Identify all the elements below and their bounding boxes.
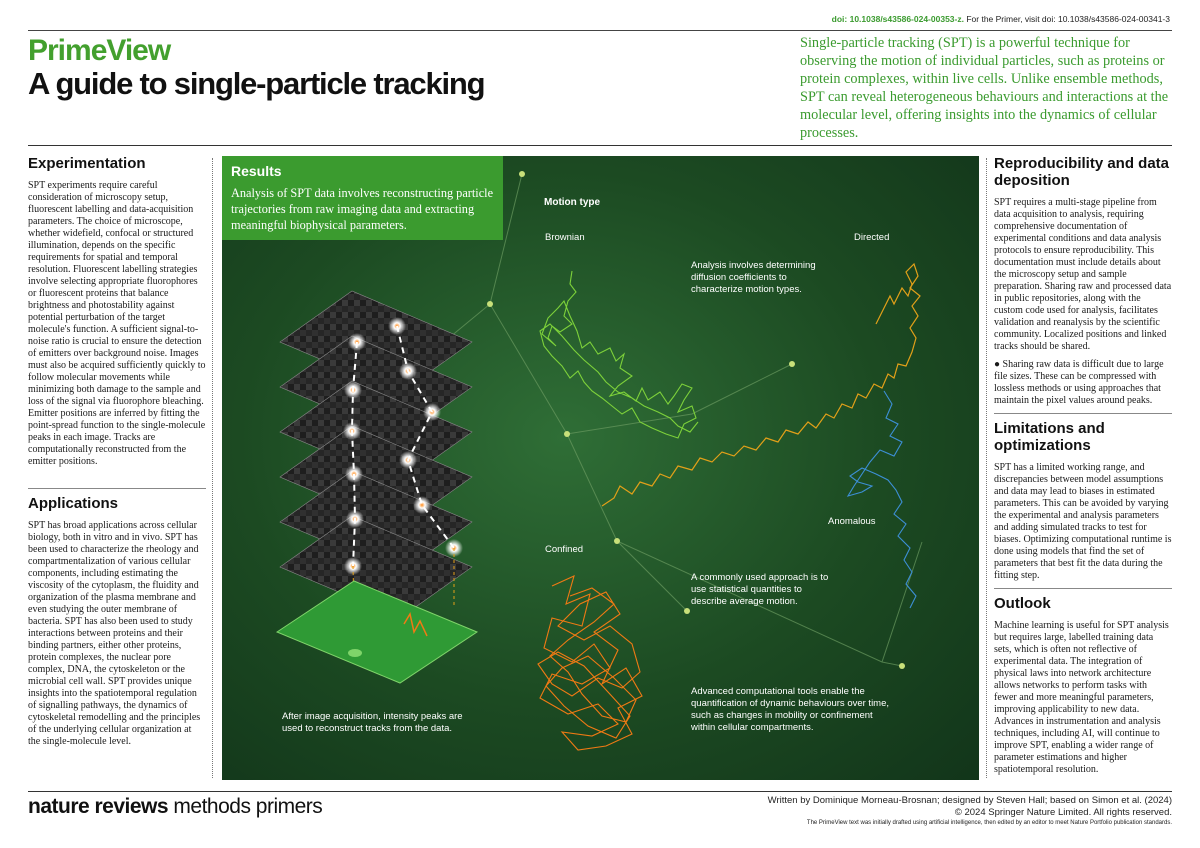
brand-title: PrimeView: [28, 34, 171, 67]
advanced-caption: Advanced computational tools enable the quantification of dynamic behaviours over time, such as changes in mobility or confinement within cellular compartments.: [691, 686, 890, 733]
primer-doi[interactable]: For the Primer, visit doi: 10.1038/s43586-024-00341-3: [966, 14, 1170, 24]
reproducibility-note: [994, 359, 1172, 407]
copyright-line: © 2024 Springer Nature Limited. All rights reserved.: [954, 807, 1172, 818]
statistical-caption: A commonly used approach is to use statistical quantities to describe average motion.: [691, 572, 829, 607]
applications-heading: Applications: [28, 495, 119, 512]
doi-link[interactable]: doi: 10.1038/s43586-024-00353-z.: [831, 14, 964, 24]
acquisition-caption: After image acquisition, intensity peaks are used to reconstruct tracks from the data.: [282, 711, 463, 734]
credits-block: [768, 795, 1172, 828]
outlook-text: Machine learning is useful for SPT analysis but requires large, labelled training data sets, which is often not reflective of experimental data. The integration of physical laws into network architecture allows networks to perform tasks with fewer and more meaningful parameters, improving applicability to new data. Advances in instrumentation and analysis techniques, including AI, will continue to improve SPT, enabling a wider range of parameter estimations and higher spatiotemporal resolution.: [994, 620, 1169, 775]
brownian-label: Brownian: [545, 232, 585, 243]
journal-name-light: methods primers: [173, 795, 323, 818]
journal-logo: [28, 795, 322, 819]
outlook-section: [994, 595, 1172, 776]
confined-track: [538, 576, 642, 750]
section-divider: [28, 488, 206, 489]
diffusion-caption: Analysis involves determining diffusion coefficients to characterize motion types.: [691, 260, 816, 295]
note-text: Sharing raw data is difficult due to large file sizes. These can be compressed with lossless methods or using approaches that maintain the pixel values around peaks.: [994, 359, 1164, 406]
section-divider: [994, 413, 1172, 414]
limitations-heading: Limitations and optimizations: [994, 420, 1105, 454]
limitations-text: SPT has a limited working range, and discrepancies between model assumptions and data may lead to biases in estimated parameters. This can be avoided by varying the experimental and analysis parameters and adding simulated tracks to test for biases. Optimizing computational runtime is done using models that find the set of parameters that best fit the data during the fitting step.: [994, 462, 1172, 581]
intro-text: Single-particle tracking (SPT) is a powerful technique for observing the motion of individual particles, such as proteins or protein complexes, within live cells. Unlike ensemble methods, SPT can reveal heterogeneous behaviours and interactions at the molecular level, offering insights into the dynamics of cellular processes.: [800, 35, 1169, 141]
reproducibility-heading: Reproducibility and data deposition: [994, 155, 1170, 189]
outlook-heading: Outlook: [994, 595, 1051, 612]
reproducibility-text: SPT requires a multi-stage pipeline from data acquisition to analysis, requiring comprehensive documentation of experimental conditions and data analysis protocols to ensure reproducibility. This documentation must include details about the microscopy setup and sample preparation. Sharing raw and processed data in public repositories, along with the custom code used for analysis, facilitates validation and reanalysis by the scientific community. Localized positions and linked tracks should be shared.: [994, 197, 1172, 352]
results-panel: [222, 156, 979, 780]
anomalous-label: Anomalous: [828, 516, 876, 527]
experimentation-section: [28, 155, 206, 468]
anomalous-track: [848, 391, 916, 608]
header-rule: [28, 145, 1172, 146]
top-rule: [28, 30, 1172, 31]
brownian-track: [540, 271, 698, 438]
applications-text: SPT has broad applications across cellular biology, both in vitro and in vivo. SPT has been used to characterize the rheology and compartmentalization of various cellular components, including estimating the viscosity of the cytoplasm, the fluidity and organization of the plasma membrane and even studying the outer membrane of bacteria. SPT has also been used to study interactions between proteins and their binding partners, either other proteins, protein complexes, the nuclear pore complex, DNA, the cytoskeleton or the microbial cell wall. SPT provides unique insights into the spatiotemporal regulation of signalling pathways, the dynamics of cytoskeletal remodelling and the principles of the underlying cellular organization at the single-molecule level.: [28, 520, 201, 747]
image-stack: [277, 291, 477, 683]
experimentation-heading: Experimentation: [28, 155, 146, 172]
column-separator: [212, 158, 213, 778]
journal-name-bold: nature reviews: [28, 795, 169, 818]
credits-line: Written by Dominique Morneau-Brosnan; designed by Steven Hall; based on Simon et al. (2024): [767, 795, 1172, 806]
doi-line: [832, 14, 1170, 24]
footer-rule: [28, 791, 1172, 792]
results-box: [222, 156, 503, 240]
page-title: A guide to single-particle tracking: [28, 66, 485, 101]
directed-track: [602, 264, 920, 506]
results-heading: Results: [231, 163, 282, 179]
applications-section: [28, 495, 206, 748]
reproducibility-section: [994, 155, 1172, 407]
limitations-section: [994, 420, 1172, 582]
experimentation-text: SPT experiments require careful consideration of microscopy setup, fluorescent labelling and data-acquisition parameters. The choice of microscope, whether widefield, confocal or structured illumination, depends on the specific requirements for spatial and temporal resolution. Fluorescent labelling strategies involve selecting appropriate fluorophores or fluorescent proteins that balance brightness and photostability against potential perturbation of the target molecule's function. A sufficient signal-to-noise ratio is crucial to ensure the detection of emitters over background noise. Images must also be acquired sufficiently quickly to follow molecular movements while minimizing both damage to the sample and loss of the signal via fluorophore bleaching. Emitter positions are inferred by fitting the point-spread function to the single-molecule peaks in each image. Tracks are computationally reconstructed from the emitter positions.: [28, 180, 206, 467]
track-plane: [277, 581, 477, 683]
results-intro: Analysis of SPT data involves reconstructing particle trajectories from raw imaging data and extracting meaningful biophysical parameters.: [231, 186, 494, 232]
note-bullet-icon: ●: [994, 359, 1003, 370]
confined-label: Confined: [545, 544, 584, 555]
motion-type-label: Motion type: [544, 197, 601, 208]
column-separator: [986, 158, 987, 778]
ai-disclaimer: The PrimeView text was initially drafted using artificial intelligence, then edited by an editor to meet Nature Portfolio publication standards.: [806, 820, 1172, 826]
connector-lines: [427, 174, 922, 666]
section-divider: [994, 588, 1172, 589]
directed-label: Directed: [854, 232, 890, 243]
